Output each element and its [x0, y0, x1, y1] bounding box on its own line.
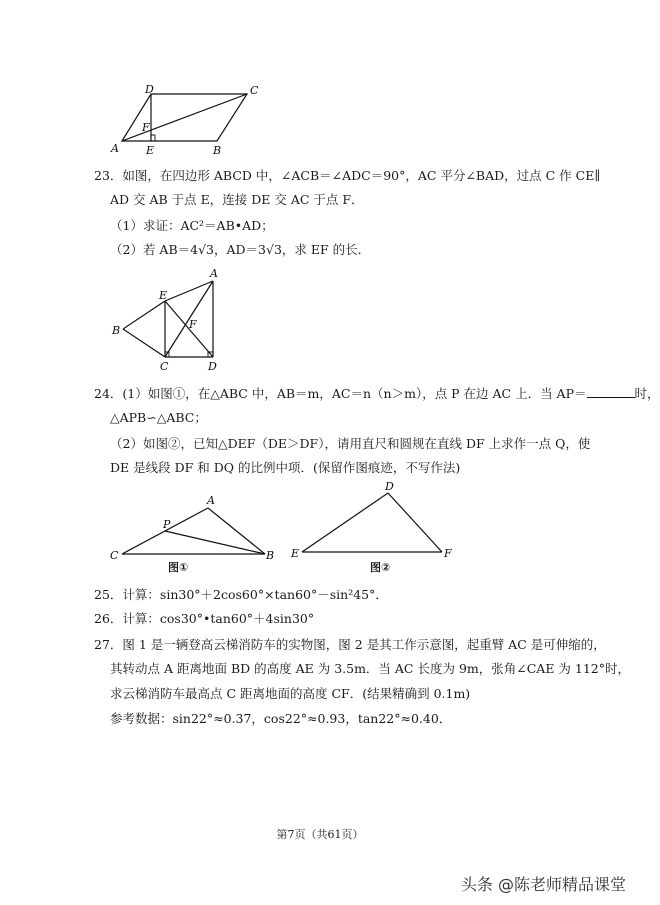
- label-E: E: [291, 547, 300, 560]
- q24-line1: 24．(1）如图①，在△ABC 中，AB＝m，AC＝n（n＞m），点 P 在边 AC 上．当 AP＝ 时，: [94, 386, 660, 401]
- parallelogram-figure: [105, 82, 265, 157]
- label-E: E: [146, 144, 155, 157]
- label-B: B: [266, 549, 275, 562]
- label-A: A: [111, 142, 119, 155]
- label-C: C: [110, 549, 119, 562]
- fig2-caption: 图②: [370, 561, 391, 574]
- q23-line2: AD 交 AB 于点 E，连接 DE 交 AC 于点 F．: [110, 192, 364, 207]
- q26: 26．计算：cos30°•tan60°＋4sin30°: [94, 611, 315, 626]
- q24-figure-1: [108, 490, 283, 580]
- q23-line1: 23．如图，在四边形 ABCD 中，∠ACB＝∠ADC＝90°，AC 平分∠BAD，过点 C 作 CE∥: [94, 168, 601, 183]
- label-D: D: [208, 360, 217, 373]
- label-P: P: [163, 518, 171, 531]
- q24-line4: DE 是线段 DF 和 DQ 的比例中项．(保留作图痕迹，不写作法): [110, 460, 461, 475]
- q25: 25．计算：sin30°＋2cos60°×tan60°－sin²45°．: [94, 587, 388, 602]
- fig1-caption: 图①: [168, 561, 189, 574]
- watermark: 头条 @陈老师精品课堂: [460, 875, 626, 894]
- page-footer: 第7页（共61页）: [276, 828, 364, 841]
- q23-figure: [105, 266, 235, 376]
- q27-line2: 其转动点 A 距离地面 BD 的高度 AE 为 3.5m．当 AC 长度为 9m，张角∠CAE 为 112°时，: [110, 661, 630, 676]
- label-F: F: [142, 121, 150, 134]
- label-E: E: [159, 289, 168, 302]
- q24-line3: （2）如图②，已知△DEF（DE＞DF），请用直尺和圆规在直线 DF 上求作一点 Q，使: [110, 436, 591, 451]
- label-A: A: [210, 267, 218, 280]
- q23-part1: （1）求证：AC²＝AB•AD；: [110, 218, 274, 233]
- label-B: B: [213, 144, 222, 157]
- label-B: B: [112, 324, 121, 337]
- q24-line2: △APB∽△ABC；: [110, 410, 207, 425]
- label-D: D: [145, 83, 154, 96]
- q27-line3: 求云梯消防车最高点 C 距离地面的高度 CF．(结果精确到 0.1m): [110, 686, 471, 701]
- q23-part2: （2）若 AB＝4√3，AD＝3√3，求 EF 的长．: [110, 242, 371, 257]
- label-C: C: [160, 360, 169, 373]
- label-C: C: [250, 84, 259, 97]
- label-F: F: [444, 547, 452, 560]
- label-D: D: [385, 480, 394, 493]
- q27-line1: 27．图 1 是一辆登高云梯消防车的实物图，图 2 是其工作示意图，起重臂 AC 是可伸缩的，: [94, 637, 606, 652]
- label-F: F: [189, 318, 197, 331]
- q24-figure-2: [288, 480, 458, 570]
- label-A: A: [207, 494, 215, 507]
- answer-blank: [587, 386, 635, 398]
- q27-line4: 参考数据：sin22°≈0.37，cos22°≈0.93，tan22°≈0.40．: [110, 711, 452, 726]
